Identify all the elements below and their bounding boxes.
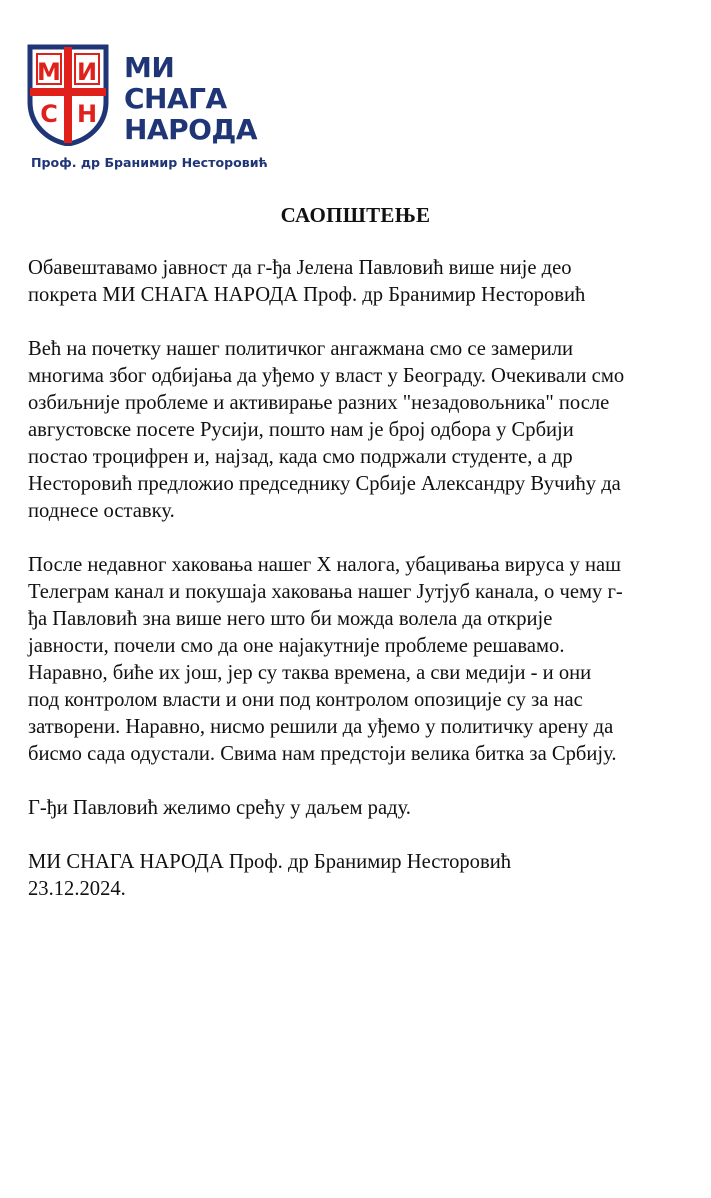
signature-line: МИ СНАГА НАРОДА Проф. др Бранимир Несторовић (28, 851, 512, 873)
cross-horizontal (30, 88, 106, 96)
logo-subtitle: Проф. др Бранимир Несторовић (31, 155, 268, 170)
emblem-letter-4: Н (76, 100, 98, 128)
text-line: августовске посете Русији, пошто нам је број одбора у Србији (28, 419, 574, 441)
paragraph-wishes (28, 795, 698, 822)
text-line: Већ на почетку нашег политичког ангажмана смо се замерили (28, 338, 574, 360)
emblem-letter-2: И (76, 58, 98, 86)
logo-name-line-3: НАРОДА (124, 113, 258, 146)
logo (27, 44, 267, 174)
text-line: озбиљније проблеме и активирање разних "незадовољника" после (28, 392, 610, 414)
text-line: затворени. Наравно, нисмо решили да уђемо у политичку арену да (28, 716, 614, 738)
logo-name-line-2: СНАГА (124, 82, 227, 115)
text-line: Наравно, биће их још, јер су таква времена, а сви медији - и они (28, 662, 592, 684)
text-line: многима због одбијања да уђемо у власт у Београду. Очекивали смо (28, 365, 625, 387)
paragraph-background (28, 336, 698, 525)
text-line: јавности, почели смо да оне најакутније проблеме решавамо. (28, 635, 565, 657)
text-line: бисмо сада одустали. Свима нам предстоји велика битка за Србију. (28, 743, 617, 765)
document-title: САОПШТЕЊЕ (280, 203, 431, 227)
text-line: Несторовић предложио председнику Србије Александру Вучићу да (28, 473, 621, 495)
text-line: Телеграм канал и покушаја хаковања нашег Јутјуб канала, о чему г- (28, 581, 623, 603)
shield-emblem-icon (27, 44, 109, 146)
emblem-letter-3: С (40, 100, 58, 128)
logo-name (124, 52, 257, 145)
text-line: поднесе оставку. (28, 500, 175, 522)
document-date: 23.12.2024. (28, 878, 126, 900)
text-line: Обавештавамо јавност да г-ђа Јелена Павловић више није део (28, 257, 572, 279)
paragraph-hacking (28, 552, 698, 768)
text-line: постао троцифрен и, најзад, када смо подржали студенте, а др (28, 446, 573, 468)
text-line: Г-ђи Павловић желимо срећу у даљем раду. (28, 797, 411, 819)
text-line: После недавног хаковања нашег X налога, убацивања вируса у наш (28, 554, 621, 576)
paragraph-signature (28, 849, 698, 903)
text-line: ђа Павловић зна више него што би можда волела да открије (28, 608, 553, 630)
document-body (28, 255, 698, 930)
logo-name-line-1: МИ (124, 51, 175, 84)
text-line: под контролом власти и они под контролом опозиције су за нас (28, 689, 583, 711)
text-line: покрета МИ СНАГА НАРОДА Проф. др Бранимир Несторовић (28, 284, 586, 306)
emblem-letter-1: М (37, 58, 61, 86)
paragraph-intro (28, 255, 698, 309)
